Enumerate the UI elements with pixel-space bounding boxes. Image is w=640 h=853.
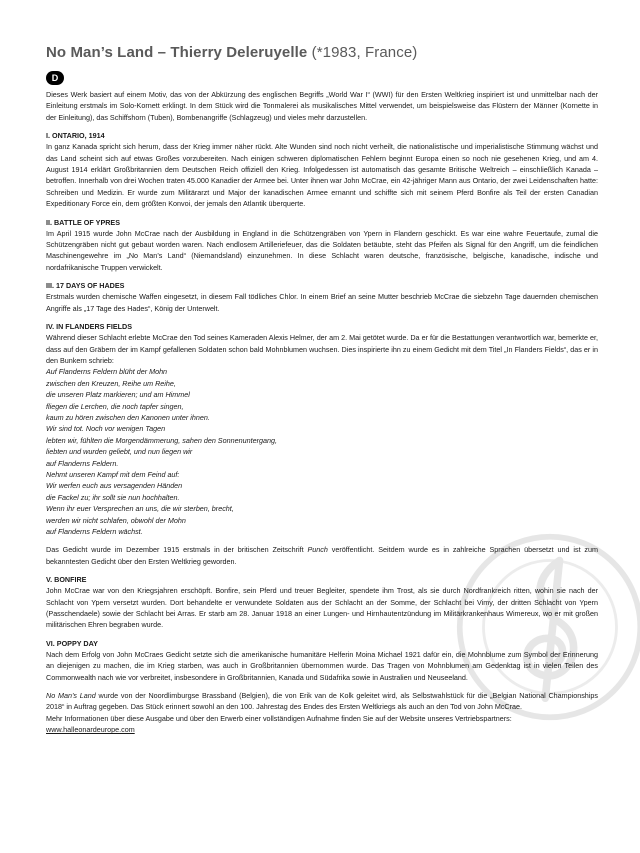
- section-heading-3: III. 17 DAYS OF HADES: [46, 281, 125, 291]
- poem-line: auf Flanderns Feldern wächst.: [46, 527, 143, 536]
- section-text-6: Nach dem Erfolg von John McCraes Gedicht setzte sich die amerikanische humanitäre Helferin Moina Michael 1921 dafür ein, die Mohnblume zum Symbol der Erinnerung an diejenigen zu machen, die im Krieg starben, was auch in Großbritannien übernommen wurde. Das Tragen von Mohnblumen am Gedenktag ist in vielen Teilen des Commonwealth nach wie vor verbreitet, insbesondere in Großbritannien, Kanada und Südafrika sowie in Australien und Neuseeland.: [46, 649, 598, 682]
- section-text-1: In ganz Kanada spricht sich herum, dass der Krieg immer näher rückt. Alte Wunden sind noch nicht verheilt, die nationalistische und imperialistische Stimmung wächst und das Land scheint sich auf etwas Großes vorzubereiten. Nach einigen schweren diplomatischen Fehlern beginnt Europa einen so noch nie gesehenen Krieg, und am 4. August 1914 erklärt Großbritannien dem Deutschen Reich offiziell den Krieg. Infolgedessen ist automatisch das gesamte Britische Weltreich – einschließlich Kanada – betroffen. Innerhalb von drei Wochen traten 45.000 Kanadier der Armee bei. Unter ihnen war John McCrae, ein 42-jähriger Mann aus Ontario, der zwei Leidenschaften hatte: Schreiben und Medizin. Er wurde zum Militärarzt und Major der kanadischen Armee ernannt und schiffte sich mit seinem Pferd Bonfire als Teil der ersten Canadian Expeditionary Force ein, dem größten Konvoi, der jemals den Atlantik überquerte.: [46, 142, 598, 209]
- section-heading-4: IV. IN FLANDERS FIELDS: [46, 322, 132, 332]
- poem-line: die Fackel zu; ihr sollt sie nun hochhalten.: [46, 492, 180, 502]
- poem-publication-text: Das Gedicht wurde im Dezember 1915 erstmals in der britischen Zeitschrift Punch veröffentlicht. Seitdem wurde es in zahlreiche Sprachen übersetzt und ist zum bekanntesten Gedicht über den Ersten Weltkrieg geworden.: [46, 545, 599, 566]
- poem: [46, 366, 598, 537]
- page-title: [46, 44, 598, 61]
- section-heading-2: II. BATTLE OF YPRES: [46, 217, 121, 227]
- publisher-link[interactable]: www.halleonardeurope.com: [46, 725, 135, 735]
- poem-line: fliegen die Lerchen, die noch tapfer singen,: [46, 401, 184, 411]
- poem-line: Nehmt unseren Kampf mit dem Feind auf:: [46, 469, 180, 479]
- poem-line: werden wir nicht schlafen, obwohl der Mohn: [46, 515, 186, 525]
- closing-paragraph: No Man’s Land wurde von der Noordlimburgse Brassband (Belgien), die von Erik van de Kolk geleitet wird, als Selbstwahlstück für die „Belgian National Championships 2018“ in Auftrag gegeben. Das Stück erinnert sowohl an den 100. Jahrestag des Endes des Ersten Weltkriegs als auch an den Tod von John McCrae.: [46, 691, 598, 712]
- section-text-4: Während dieser Schlacht erlebte McCrae den Tod seines Kameraden Alexis Helmer, der am 2. Mai getötet wurde. Da er für die Bestattungen verantwortlich war, bemerkte er, dass auf den Gräbern der im Kampf gefallenen Soldaten schon bald Mohnblumen wuchsen. Dies inspirierte ihn zu einem Gedicht mit dem Titel „In Flanders Fields“, das er in den Bunkern schrieb:: [46, 333, 598, 365]
- poem-line: auf Flanderns Feldern.: [46, 458, 119, 468]
- section-heading-6: VI. POPPY DAY: [46, 638, 98, 648]
- poem-line: Wenn ihr euer Versprechen an uns, die wir sterben, brecht,: [46, 504, 234, 514]
- section-text-2: Im April 1915 wurde John McCrae nach der Ausbildung in England in die Schützengräben von Ypern in Flandern geschickt. Es war eine wahre Feuertaufe, zumal die Schützengräben nicht gut gebaut worden waren. Nach endlosem Artilleriefeuer, das die Soldaten betäubte, steht das Pfeifen als Signal für den Angriff, um die feindlichen Maschinengewehre im „No Man’s Land“ (Niemandsland) einzunehmen. In diese Schlacht waren deutsche, französische, belgische, kanadische, indische und nordafrikanische Truppen verwickelt.: [46, 228, 598, 272]
- language-badge: D: [46, 71, 64, 85]
- poem-line: kaum zu hören zwischen den Kanonen unter ihnen.: [46, 412, 210, 422]
- title-main: No Man’s Land – Thierry Deleruyelle: [46, 44, 308, 61]
- section-heading-1: I. ONTARIO, 1914: [46, 131, 105, 141]
- poem-line: liebten und wurden geliebt, und nun liegen wir: [46, 447, 193, 457]
- poem-line: die unseren Platz markieren; und am Himmel: [46, 390, 190, 400]
- title-sub: (*1983, France): [311, 44, 418, 61]
- page-content: [46, 44, 598, 736]
- more-info-text: Mehr Informationen über diese Ausgabe und über den Erwerb einer vollständigen Aufnahme finden Sie auf der Website unseres Vertriebspartners: www.halleonardeurope.com: [46, 713, 512, 735]
- poem-line: Wir sind tot. Noch vor wenigen Tagen: [46, 424, 166, 434]
- section-text-3: Erstmals wurden chemische Waffen eingesetzt, in diesem Fall tödliches Chlor. In einem Brief an seine Mutter beschrieb McCrae die siebzehn Tage dauernden chemischen Angriffe als „17 Tage des Hades“, König der Unterwelt.: [46, 292, 598, 313]
- poem-line: zwischen den Kreuzen, Reihe um Reihe,: [46, 378, 176, 388]
- poem-line: Wir werfen euch aus versagenden Händen: [46, 481, 183, 491]
- section-heading-5: V. BONFIRE: [46, 575, 87, 585]
- section-text-5: John McCrae war von den Kriegsjahren erschöpft. Bonfire, sein Pferd und treuer Begleiter, spendete ihm Trost, als sie durch Nordfrankreich ritten, wohin sie nach der Schlacht von Ypern versetzt wurden. Dort behandelte er verwundete Soldaten aus der Schlacht an der Somme, der Schlacht bei Vimy, der dritten Schlacht von Ypern (Passchendaele) sowie der Schlacht bei Arras. Er starb am 28. Januar 1918 an einer Lungen- und Hirnhautentzündung im Militärkrankenhaus Wimereux, wo er mit großen militärischen Ehren begraben wurde.: [46, 586, 598, 630]
- poem-line: Auf Flanderns Feldern blüht der Mohn: [46, 367, 168, 377]
- poem-line: lebten wir, fühlten die Morgendämmerung, sahen den Sonnenuntergang,: [46, 435, 277, 445]
- intro-paragraph: Dieses Werk basiert auf einem Motiv, das von der Abkürzung des englischen Begriffs „World War I“ (WWI) für den Ersten Weltkrieg inspiriert ist und unmittelbar nach der Einleitung erstmals im Solo-Kornett erklingt. In dem Stück wird die Tonmalerei als musikalisches Mittel verwendet, um beispielsweise das Flüstern der Männer (Kornette in der Einleitung), das Schiffshorn (Tuben), Bombenangriffe (Schlagzeug) und vieles mehr darzustellen.: [46, 90, 598, 122]
